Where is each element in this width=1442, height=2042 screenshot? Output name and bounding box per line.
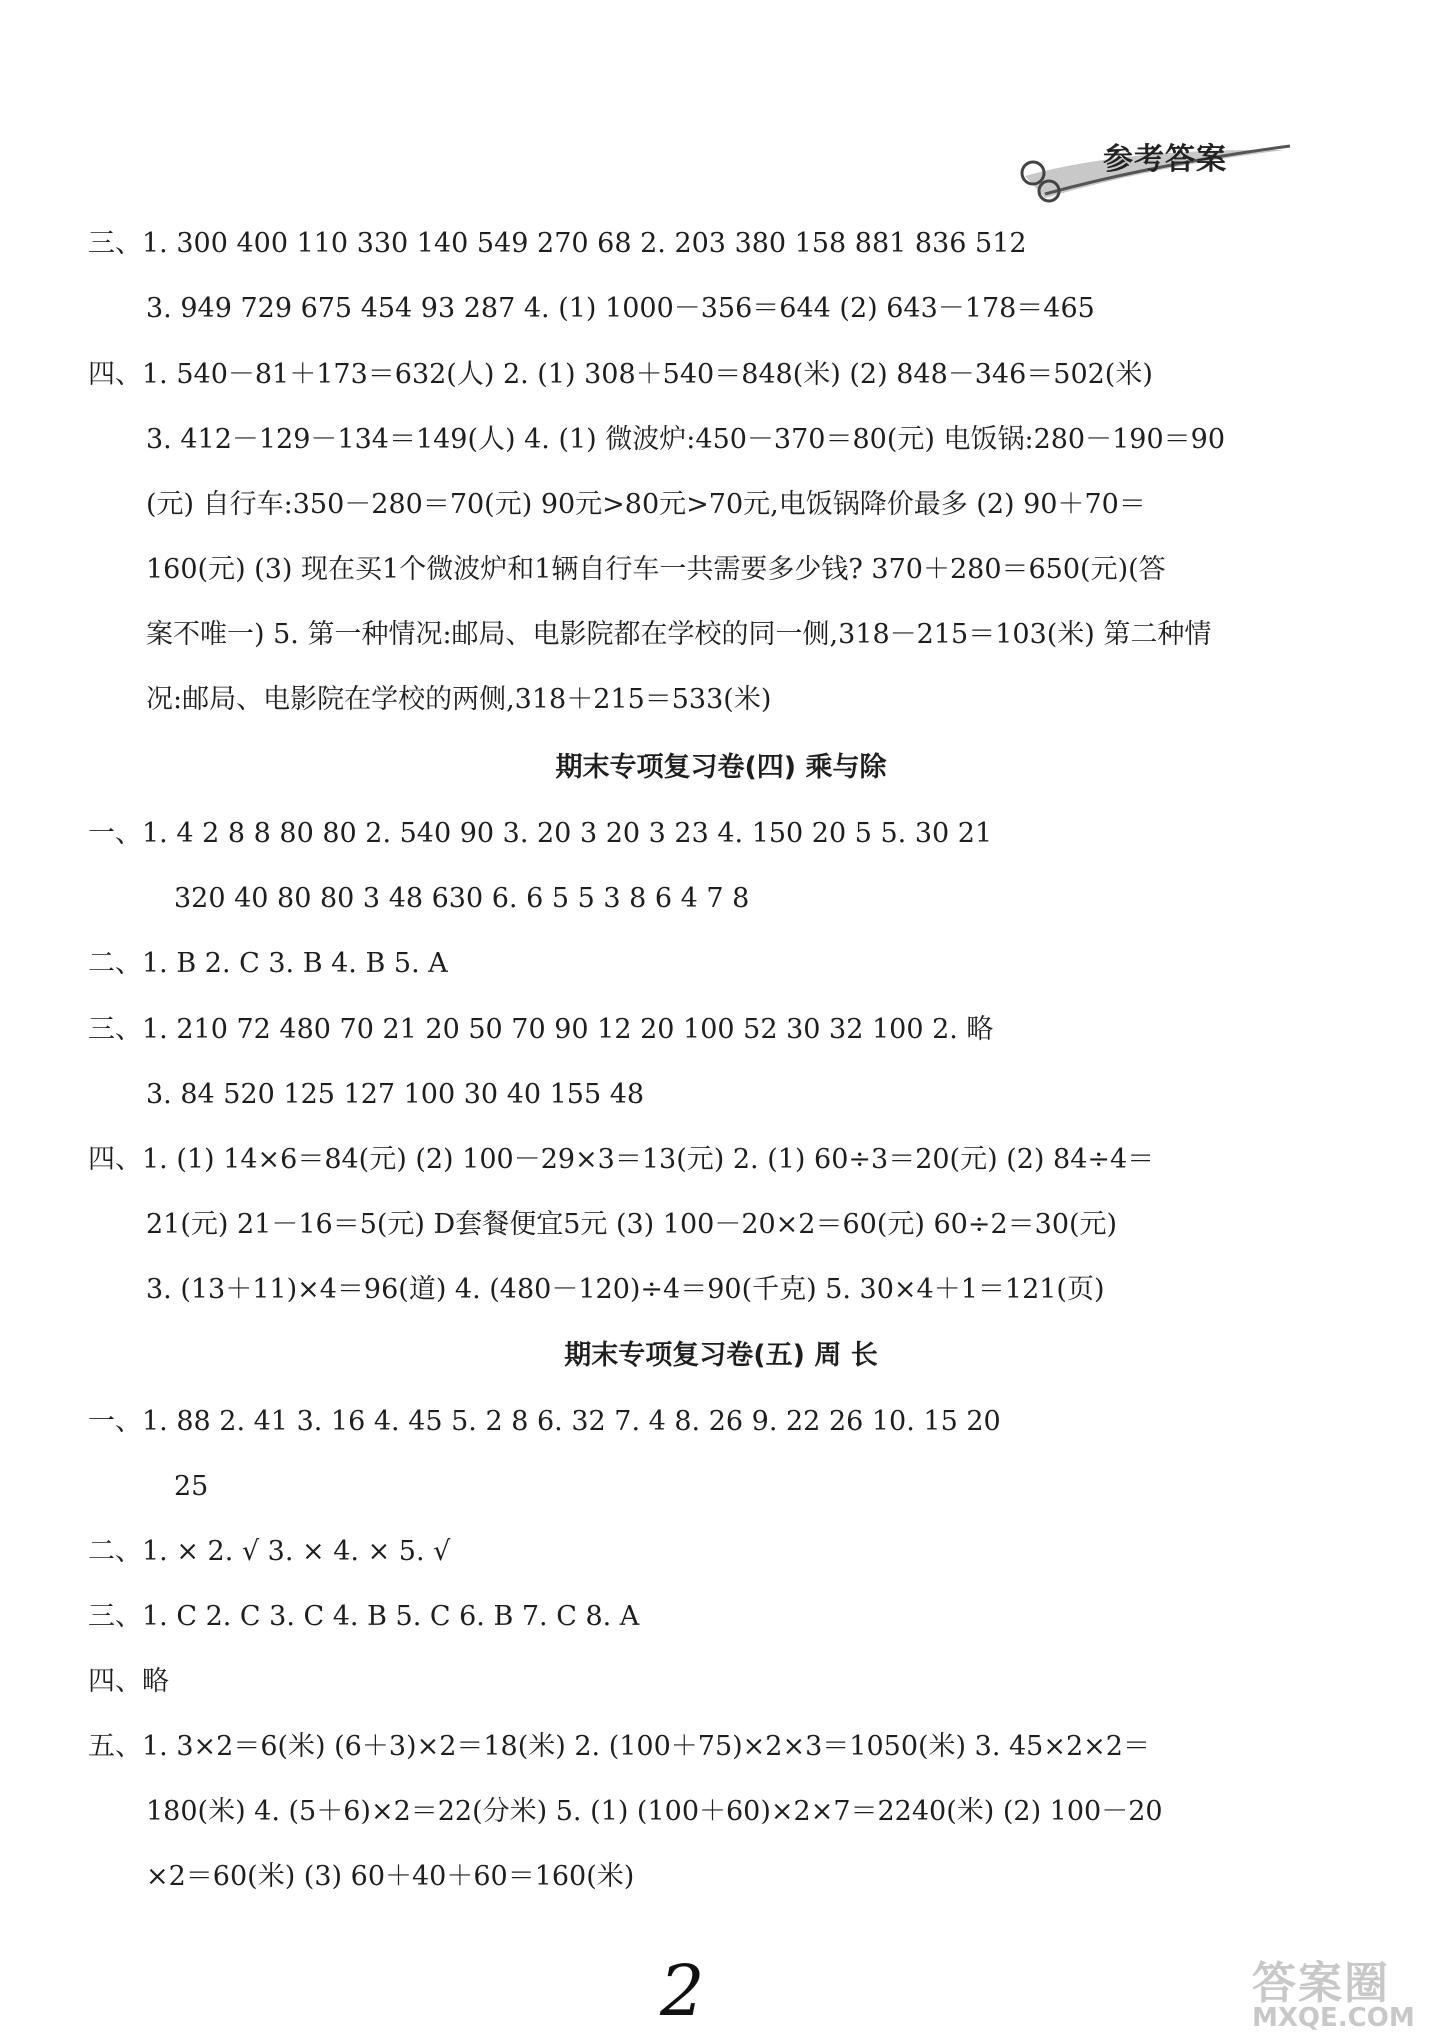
answer-line: 180(米) 4. (5＋6)×2＝22(分米) 5. (1) (100＋60)×2×7＝2240(米) (2) 100－20 [146,1796,1163,1827]
answer-line: 3. (13＋11)×4＝96(道) 4. (480－120)÷4＝90(千克) 5. 30×4＋1＝121(页) [146,1274,1105,1305]
answer-line: 四、1. (1) 14×6＝84(元) (2) 100－29×3＝13(元) 2. (1) 60÷3＝20(元) (2) 84÷4＝ [88,1144,1155,1175]
answer-line: 四、略 [88,1666,169,1697]
answer-header-title: 参考答案 [1103,142,1227,177]
answer-line: 三、1. C 2. C 3. C 4. B 5. C 6. B 7. C 8. A [88,1601,640,1632]
answer-line: 二、1. × 2. √ 3. × 4. × 5. √ [88,1536,451,1567]
watermark-url: MXQE.COM [1252,2003,1415,2033]
answer-line: (元) 自行车:350－280＝70(元) 90元>80元>70元,电饭锅降价最多 (2) 90＋70＝ [146,489,1146,520]
answer-line: 案不唯一) 5. 第一种情况:邮局、电影院都在学校的同一侧,318－215＝103(米) 第二种情 [146,619,1212,650]
answer-line: 21(元) 21－16＝5(元) D套餐便宜5元 (3) 100－20×2＝60(元) 60÷2＝30(元) [146,1209,1118,1240]
answer-line: 一、1. 4 2 8 8 80 80 2. 540 90 3. 20 3 20 3 23 4. 150 20 5 5. 30 21 [88,818,993,849]
answer-line: 三、1. 210 72 480 70 21 20 50 70 90 12 20 100 52 30 32 100 2. 略 [88,1014,994,1045]
answer-line: 3. 949 729 675 454 93 287 4. (1) 1000－356＝644 (2) 643－178＝465 [146,293,1095,324]
answer-line: 四、1. 540－81＋173＝632(人) 2. (1) 308＋540＝848(米) (2) 848－346＝502(米) [88,359,1153,390]
answer-header-badge [1005,128,1295,208]
answer-line: 三、1. 300 400 110 330 140 549 270 68 2. 203 380 158 881 836 512 [88,228,1027,259]
section-heading-4: 期末专项复习卷(四) 乘与除 [555,752,887,783]
watermark [1240,1945,1435,2040]
answer-line: ×2＝60(米) (3) 60＋40＋60＝160(米) [146,1861,635,1892]
answer-line: 320 40 80 80 3 48 630 6. 6 5 5 3 8 6 4 7 8 [174,883,750,914]
page-number: 2 [660,1950,705,2032]
section-heading-5: 期末专项复习卷(五) 周 长 [564,1340,878,1371]
answer-line: 二、1. B 2. C 3. B 4. B 5. A [88,948,448,979]
watermark-text: 答案圈 [1252,1958,1390,2009]
answer-line: 一、1. 88 2. 41 3. 16 4. 45 5. 2 8 6. 32 7. 4 8. 26 9. 22 26 10. 15 20 [88,1406,1001,1437]
answer-line: 五、1. 3×2＝6(米) (6＋3)×2＝18(米) 2. (100＋75)×2×3＝1050(米) 3. 45×2×2＝ [88,1731,1150,1762]
answer-line: 25 [174,1471,209,1502]
answer-line: 况:邮局、电影院在学校的两侧,318＋215＝533(米) [146,684,772,715]
answer-line: 3. 84 520 125 127 100 30 40 155 48 [146,1079,645,1110]
answer-line: 160(元) (3) 现在买1个微波炉和1辆自行车一共需要多少钱? 370＋280＝650(元)(答 [146,554,1166,585]
answer-line: 3. 412－129－134＝149(人) 4. (1) 微波炉:450－370＝80(元) 电饭锅:280－190＝90 [146,424,1225,455]
